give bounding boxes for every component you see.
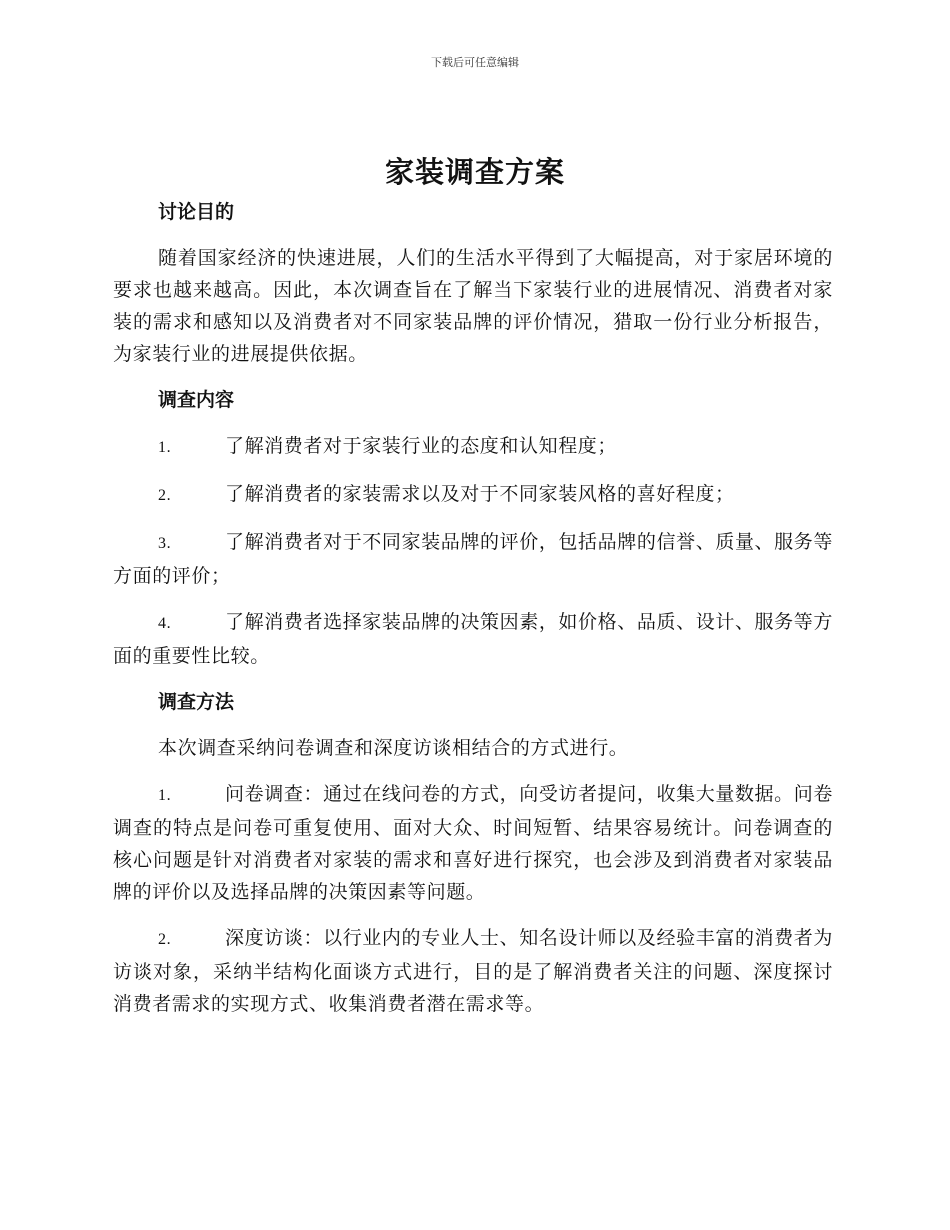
list-item-number: 2. bbox=[158, 931, 172, 948]
document-body bbox=[113, 196, 833, 1034]
list-item bbox=[113, 478, 833, 512]
list-item-number: 4. bbox=[158, 615, 172, 632]
method-intro: 本次调查采纳问卷调查和深度访谈相结合的方式进行。 bbox=[158, 737, 629, 759]
list-item bbox=[113, 778, 833, 908]
purpose-paragraph: 随着国家经济的快速进展，人们的生活水平得到了大幅提高，对于家居环境的要求也越来越高。因此，本次调查旨在了解当下家装行业的进展情况、消费者对家装的需求和感知以及消费者对不同家装品牌的评价情况，猎取一份行业分析报告，为家装行业的进展提供依据。 bbox=[113, 247, 833, 365]
list-item-text: 深度访谈：以行业内的专业人士、知名设计师以及经验丰富的消费者为访谈对象，采纳半结构化面谈方式进行，目的是了解消费者关注的问题、深度探讨消费者需求的实现方式、收集消费者潜在需求等。 bbox=[113, 927, 833, 1015]
list-item-text: 问卷调查：通过在线问卷的方式，向受访者提问，收集大量数据。问卷调查的特点是问卷可重复使用、面对大众、时间短暂、结果容易统计。问卷调查的核心问题是针对消费者对家装的需求和喜好进行探究，也会涉及到消费者对家装品牌的评价以及选择品牌的决策因素等问题。 bbox=[113, 783, 833, 903]
list-item-text: 了解消费者选择家装品牌的决策因素，如价格、品质、设计、服务等方面的重要性比较。 bbox=[113, 611, 833, 667]
header-note: 下载后可任意编辑 bbox=[431, 56, 519, 69]
list-item bbox=[113, 922, 833, 1020]
section-heading-content: 调查内容 bbox=[158, 389, 235, 411]
list-item-text: 了解消费者的家装需求以及对于不同家装风格的喜好程度； bbox=[225, 483, 735, 505]
list-item-text: 了解消费者对于不同家装品牌的评价，包括品牌的信誉、质量、服务等方面的评价； bbox=[113, 531, 833, 587]
list-item-number: 1. bbox=[158, 787, 172, 804]
section-heading-method: 调查方法 bbox=[158, 691, 235, 713]
list-item-text: 了解消费者对于家装行业的态度和认知程度； bbox=[225, 435, 618, 457]
list-item-number: 3. bbox=[158, 535, 172, 552]
list-item bbox=[113, 430, 833, 464]
list-item-number: 1. bbox=[158, 439, 172, 456]
list-item bbox=[113, 606, 833, 672]
list-item-number: 2. bbox=[158, 487, 172, 504]
list-item bbox=[113, 526, 833, 592]
document-title: 家装调查方案 bbox=[384, 155, 565, 189]
section-heading-purpose: 讨论目的 bbox=[158, 201, 235, 223]
